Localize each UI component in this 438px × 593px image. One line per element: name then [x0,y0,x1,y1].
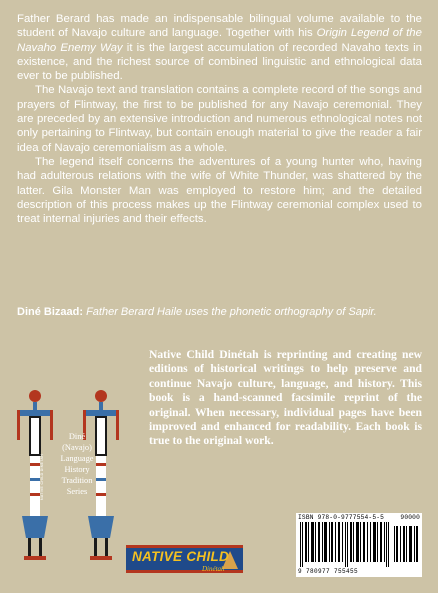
spine-publisher-text: NATIVE CHILD DINÉTAH [40,454,44,500]
description-paragraph-1 [17,12,422,83]
series-line: History [64,465,90,474]
orthography-label: Diné Bizaad: [17,306,84,318]
orthography-note [17,305,427,319]
barcode-bars-icon [298,522,420,567]
price-code: 90000 [400,514,420,521]
back-cover-description [17,12,422,226]
book-title-reference: Origin Legend of the Navaho Enemy Way [17,27,422,54]
series-line: Diné [68,432,86,441]
reprint-statement: Native Child Dinétah is reprinting and creating new editions of historical writings to help preserve and continue Navajo culture, language, and history. This book is a hand-scanned facsimile reprint of the original. When necessary, individual pages have been improved and enhanced for readability. Each book is true to the original work. [149,348,422,448]
description-paragraph-3: The legend itself concerns the adventures of a young hunter who, having had adulterous relations with the wife of White Thunder, was shattered by the latter. Gila Monster Man was employed to restore him; and the detailed description of this process makes up the Flintway ceremonial complex used to treat internal injuries and their effects. [17,155,422,226]
series-line: Tradition [61,476,93,485]
isbn-number [298,514,420,521]
description-paragraph-2: The Navajo text and translation contains a complete record of the songs and prayers of Flintway, the first to be published for any Navajo ceremonial. They are preceded by an extensive introduction and numerous ethnological notes not only pertaining to Flintway, but contain enough material to give the reader a fair idea of Navajo ceremonialism as a whole. [17,84,422,154]
logo-subtitle: Dinétah [202,565,225,573]
barcode-digits: 9 780977 755455 [298,568,359,575]
isbn-barcode [296,513,422,577]
series-title [50,431,104,497]
publisher-logo [126,541,243,577]
series-line: Series [66,487,88,496]
paragraph-1-text-a: Father Berard has made an indispensable bilingual volume available to the student of Navajo culture and language. Together with his [17,13,422,40]
orthography-text: Father Berard Haile uses the phonetic orthography of Sapir. [83,306,377,318]
series-line: (Navajo) [62,443,92,452]
paragraph-1-text-b: it is the largest accumulation of recorded Navaho texts in existence, and the richest source of combined linguistic and ethnological data ever to be published. [17,41,422,83]
logo-name: NATIVE CHILD [132,549,230,564]
series-line: Language [60,454,94,463]
isbn-label: ISBN 978-0-9777554-5-5 [298,514,385,521]
